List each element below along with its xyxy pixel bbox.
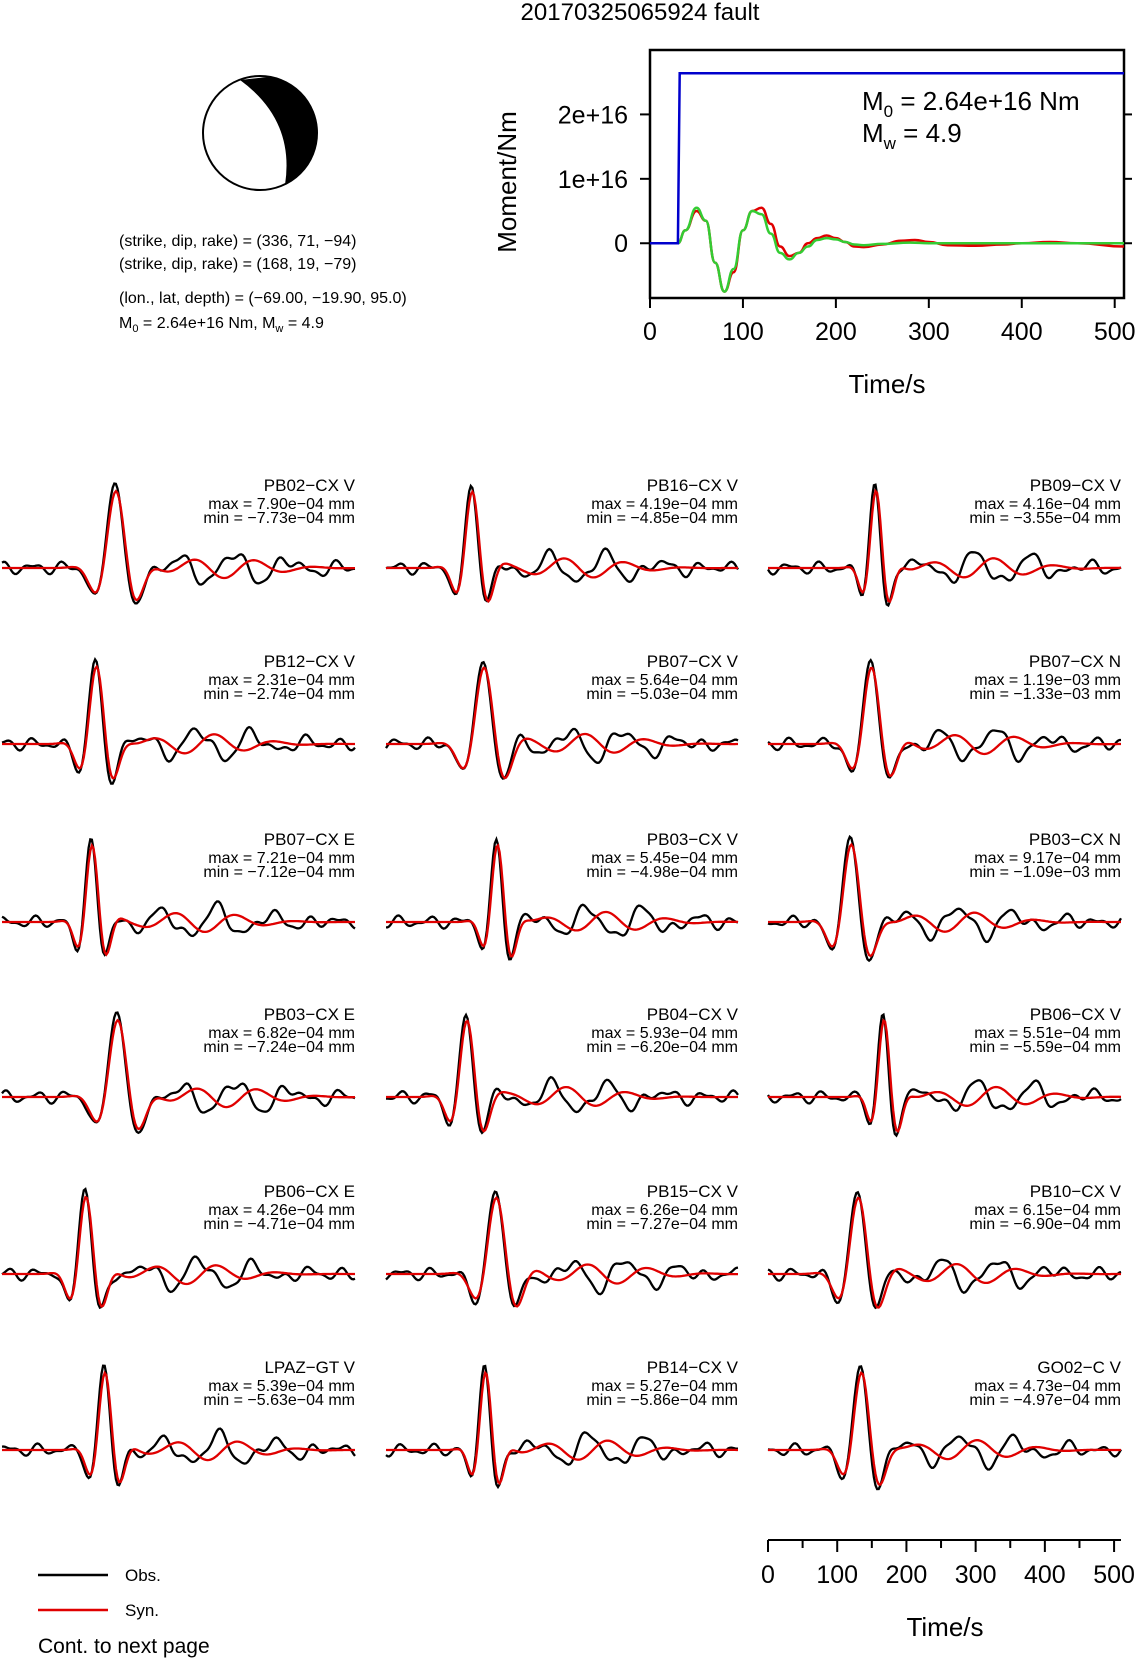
moment-m0-label: $M_0 = 2.64e+16$ Nm xyxy=(862,86,1080,121)
station-min: min = −6.20e−04 mm xyxy=(586,1039,738,1056)
moment-xtick-label: 200 xyxy=(815,318,857,346)
station-panel xyxy=(386,1182,739,1306)
station-panel xyxy=(768,1358,1122,1489)
station-panel xyxy=(2,1358,356,1485)
station-panel xyxy=(768,1005,1122,1136)
station-min: min = −5.63e−04 mm xyxy=(203,1392,355,1409)
legend xyxy=(38,1566,161,1620)
station-label: PB04−CX V xyxy=(646,1005,738,1024)
station-label: PB15−CX V xyxy=(646,1182,738,1201)
waveform-xtick-label: 200 xyxy=(885,1561,928,1589)
station-panel xyxy=(768,830,1121,961)
moment-magnitude-line: $M_0 = 2.64e+16$ Nm, $M_w = 4.9$ xyxy=(119,315,324,335)
figure-title: 20170325065924 fault xyxy=(520,0,760,26)
station-max: max = 6.26e−04 mm xyxy=(591,1202,738,1219)
moment-xtick-label: 400 xyxy=(1000,318,1043,346)
station-max: max = 5.64e−04 mm xyxy=(591,672,738,689)
moment-ylabel: Moment/Nm xyxy=(492,111,522,253)
waveform-xtick-label: 300 xyxy=(954,1561,997,1589)
moment-ytick-label: 2e+16 xyxy=(557,101,628,130)
station-max: max = 5.27e−04 mm xyxy=(591,1378,738,1395)
station-label: PB16−CX V xyxy=(646,476,738,495)
waveform-time-axis xyxy=(761,1540,1135,1589)
station-label: PB03−CX N xyxy=(1028,830,1121,849)
continuation-note: Cont. to next page xyxy=(38,1635,210,1658)
moment-rate-chart xyxy=(492,50,1136,399)
station-panel xyxy=(768,1182,1122,1308)
station-panel xyxy=(2,652,356,784)
station-min: min = −5.86e−04 mm xyxy=(586,1392,738,1409)
station-panel xyxy=(2,830,355,955)
station-label: PB03−CX V xyxy=(646,830,738,849)
lon-lat-depth: (lon., lat, depth) = (−69.00, −19.90, 95.0) xyxy=(119,290,407,307)
station-max: max = 6.15e−04 mm xyxy=(974,1202,1121,1219)
station-panel xyxy=(386,1358,739,1487)
moment-xtick-label: 100 xyxy=(722,318,764,346)
moment-ytick-label: 1e+16 xyxy=(557,165,628,194)
station-max: max = 5.93e−04 mm xyxy=(591,1025,738,1042)
waveform-xlabel: Time/s xyxy=(906,1612,984,1642)
station-panel xyxy=(2,1005,355,1133)
station-label: PB09−CX V xyxy=(1029,476,1121,495)
moment-xlabel: Time/s xyxy=(848,369,926,399)
beachball-icon xyxy=(203,70,330,190)
station-label: LPAZ−GT V xyxy=(264,1358,355,1377)
waveform-grid xyxy=(2,476,1122,1489)
waveform-xtick-label: 400 xyxy=(1024,1561,1066,1589)
station-label: PB12−CX V xyxy=(263,652,355,671)
station-min: min = −7.24e−04 mm xyxy=(203,1039,355,1056)
station-panel xyxy=(768,476,1122,605)
waveform-xtick-label: 500 xyxy=(1093,1561,1135,1589)
station-label: GO02−C V xyxy=(1037,1358,1121,1377)
station-label: PB07−CX N xyxy=(1028,652,1121,671)
station-label: PB06−CX E xyxy=(263,1182,355,1201)
station-label: PB03−CX E xyxy=(263,1005,355,1024)
station-min: min = −4.85e−04 mm xyxy=(586,510,738,527)
station-max: max = 7.21e−04 mm xyxy=(208,850,355,867)
moment-mw-label: $M_w = 4.9$ xyxy=(862,118,962,153)
station-max: max = 4.26e−04 mm xyxy=(208,1202,355,1219)
station-max: max = 9.17e−04 mm xyxy=(974,850,1121,867)
station-panel xyxy=(386,652,739,779)
strike-dip-rake-1: (strike, dip, rake) = (336, 71, −94) xyxy=(119,233,357,250)
station-max: max = 5.51e−04 mm xyxy=(974,1025,1121,1042)
waveform-xtick-label: 100 xyxy=(816,1561,859,1589)
station-min: min = −3.55e−04 mm xyxy=(969,510,1121,527)
station-label: PB06−CX V xyxy=(1029,1005,1121,1024)
station-panel xyxy=(2,1182,355,1308)
station-min: min = −4.97e−04 mm xyxy=(969,1392,1121,1409)
station-panel xyxy=(768,652,1121,777)
station-max: max = 5.45e−04 mm xyxy=(591,850,738,867)
station-min: min = −4.98e−04 mm xyxy=(586,864,738,881)
station-max: max = 5.39e−04 mm xyxy=(208,1378,355,1395)
station-panel xyxy=(386,1005,739,1133)
station-panel xyxy=(386,830,739,959)
station-min: min = −7.27e−04 mm xyxy=(586,1216,738,1233)
moment-rate-green-line xyxy=(650,208,1124,292)
station-label: PB14−CX V xyxy=(646,1358,738,1377)
station-label: PB07−CX V xyxy=(646,652,738,671)
legend-syn-label: Syn. xyxy=(125,1601,160,1620)
moment-xtick-label: 0 xyxy=(643,318,657,346)
waveform-xtick-label: 0 xyxy=(761,1561,775,1589)
station-label: PB07−CX E xyxy=(263,830,355,849)
moment-xtick-label: 500 xyxy=(1093,318,1136,346)
station-max: max = 1.19e−03 mm xyxy=(974,672,1121,689)
station-min: min = −2.74e−04 mm xyxy=(203,686,355,703)
station-max: max = 2.31e−04 mm xyxy=(208,672,355,689)
station-max: max = 4.19e−04 mm xyxy=(591,496,738,513)
station-label: PB02−CX V xyxy=(263,476,355,495)
station-max: max = 6.82e−04 mm xyxy=(208,1025,355,1042)
station-panel xyxy=(2,476,356,603)
station-label: PB10−CX V xyxy=(1029,1182,1121,1201)
station-min: min = −5.59e−04 mm xyxy=(969,1039,1121,1056)
legend-obs-label: Obs. xyxy=(125,1566,161,1585)
station-max: max = 4.16e−04 mm xyxy=(974,496,1121,513)
station-min: min = −1.09e−03 mm xyxy=(969,864,1121,881)
station-min: min = −1.33e−03 mm xyxy=(969,686,1121,703)
moment-xtick-label: 300 xyxy=(907,318,950,346)
strike-dip-rake-2: (strike, dip, rake) = (168, 19, −79) xyxy=(119,256,357,273)
station-min: min = −6.90e−04 mm xyxy=(969,1216,1121,1233)
station-max: max = 7.90e−04 mm xyxy=(208,496,355,513)
station-panel xyxy=(386,476,739,601)
station-min: min = −4.71e−04 mm xyxy=(203,1216,355,1233)
station-min: min = −5.03e−04 mm xyxy=(586,686,738,703)
moment-ytick-label: 0 xyxy=(614,230,628,259)
station-min: min = −7.12e−04 mm xyxy=(203,864,355,881)
station-max: max = 4.73e−04 mm xyxy=(974,1378,1121,1395)
station-min: min = −7.73e−04 mm xyxy=(203,510,355,527)
